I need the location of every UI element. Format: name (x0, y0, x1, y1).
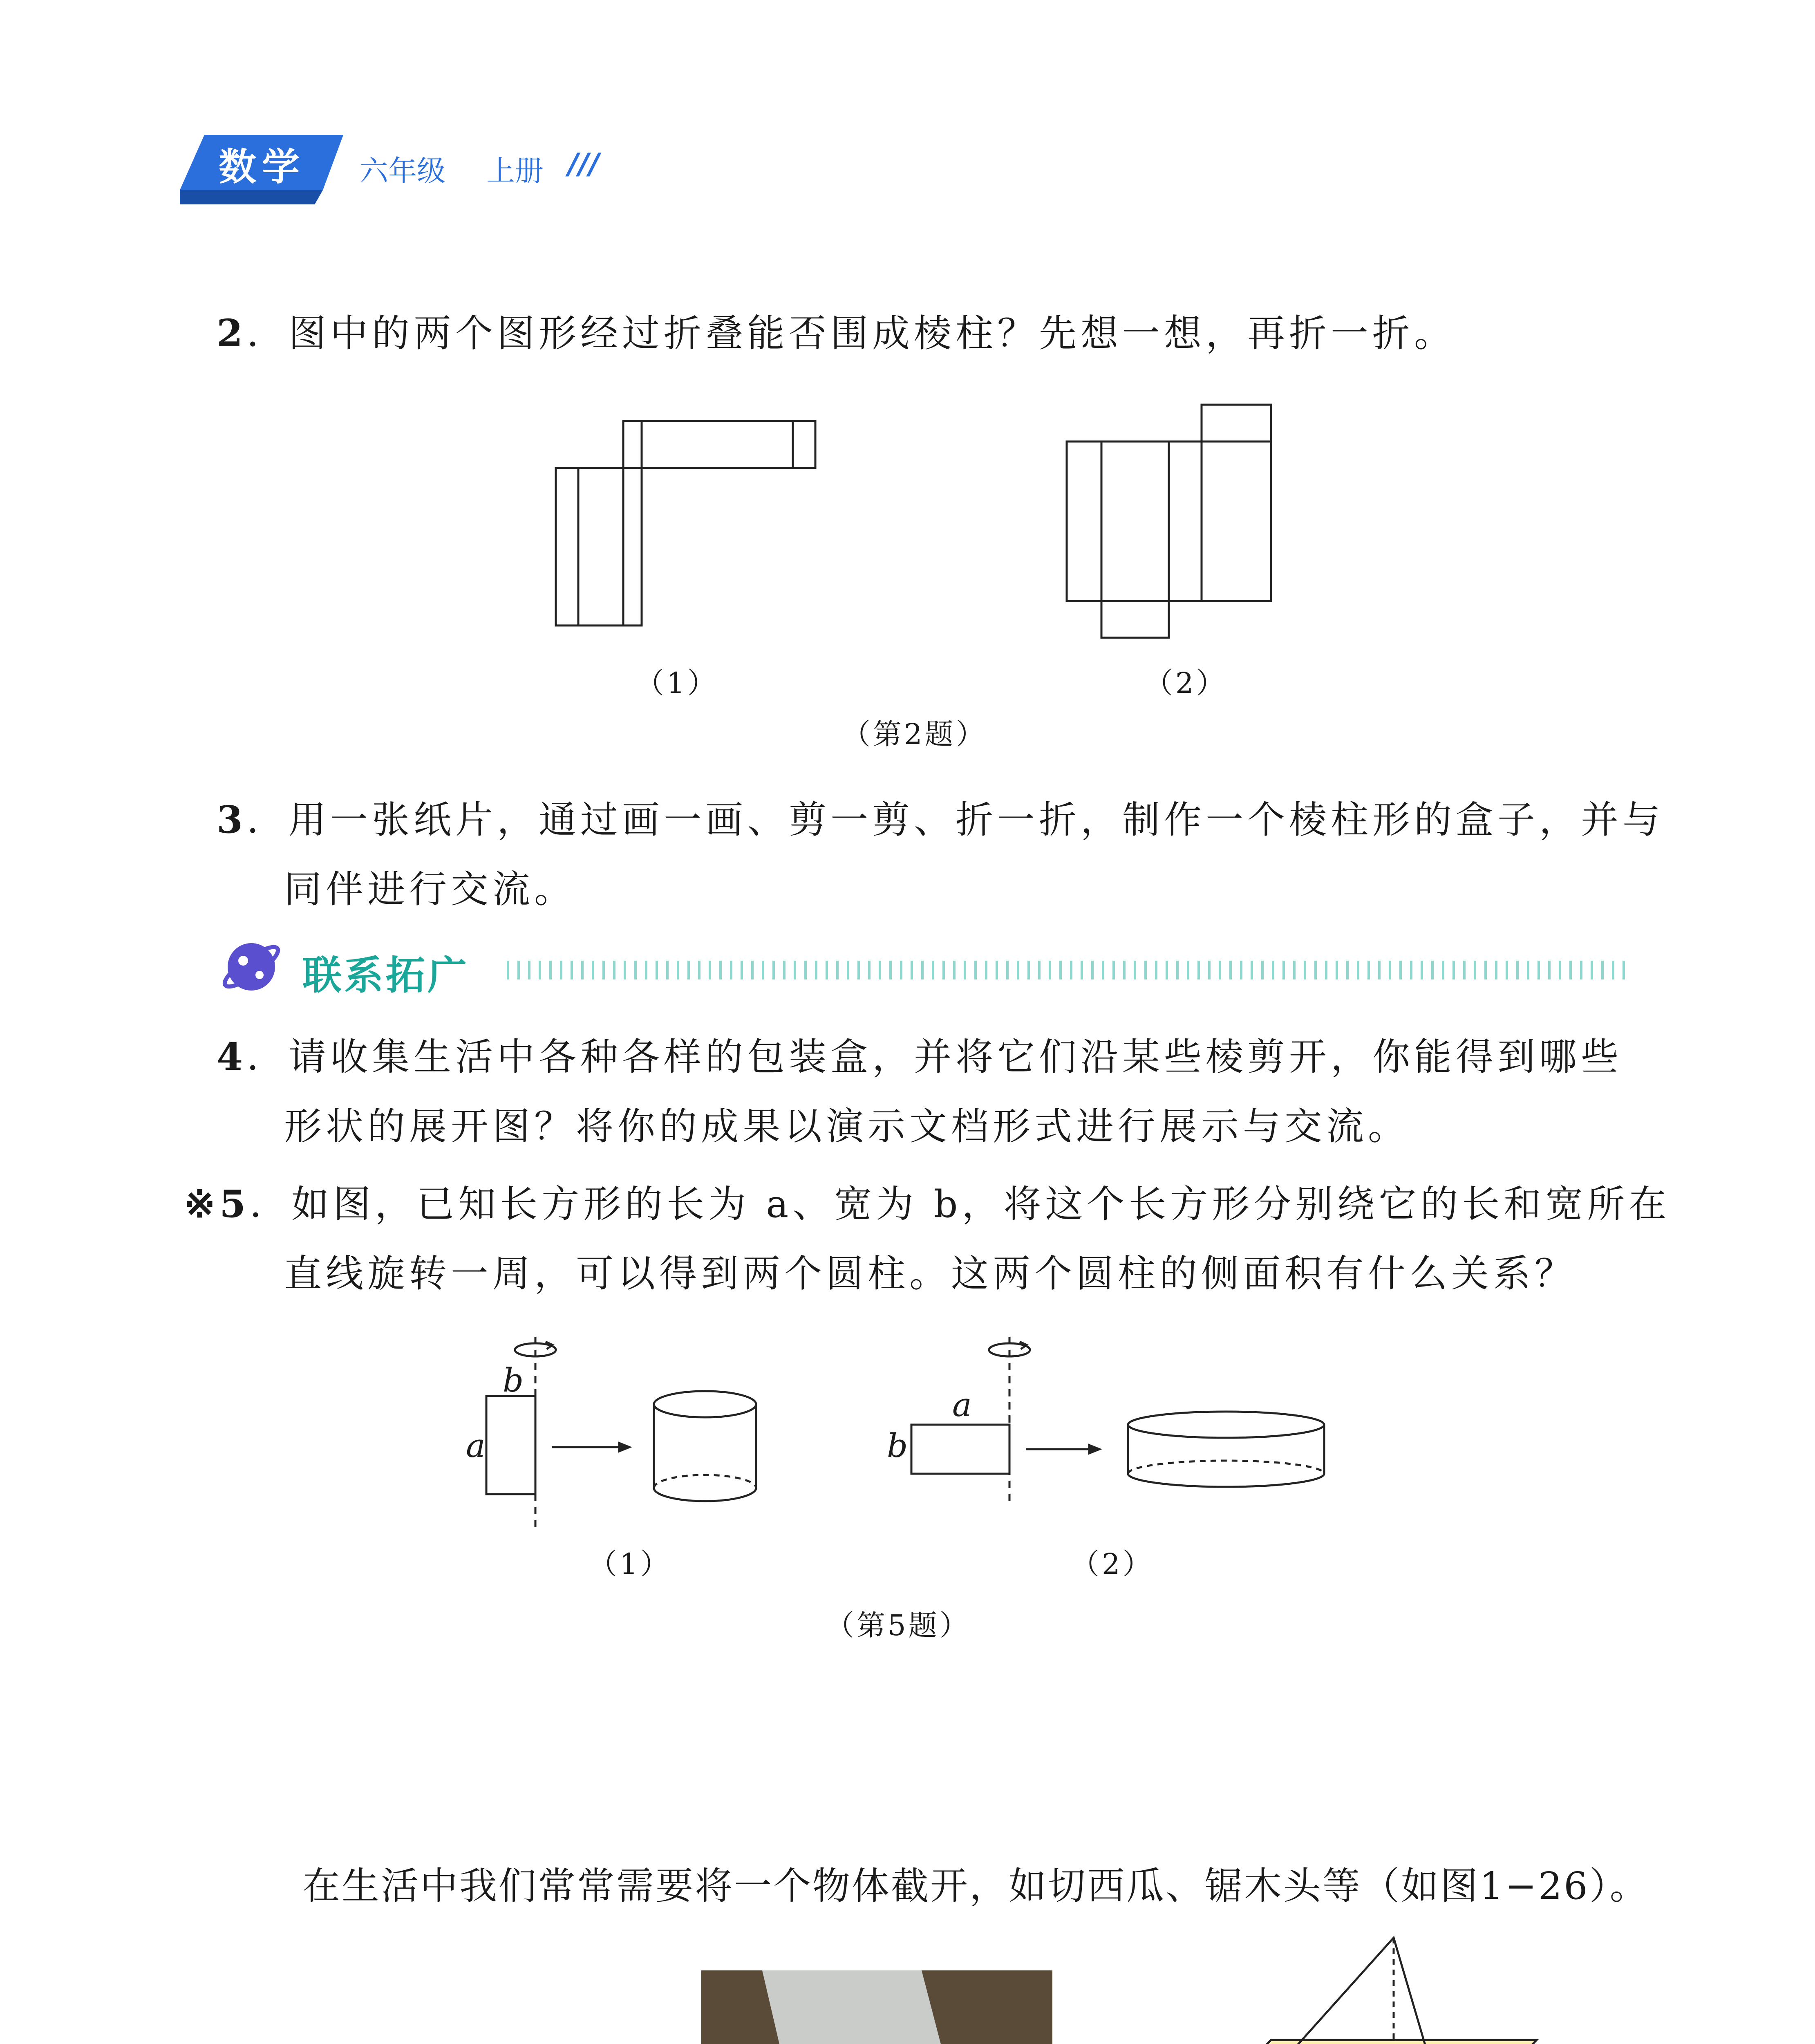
q2-fig1-label: （1） (636, 666, 718, 700)
q5-fig1-label-a: a (466, 1427, 486, 1465)
section-paragraph-1: 在生活中我们常常需要将一个物体截开，如切西瓜、锯木头等（如图1−26）。 (302, 1864, 1649, 1908)
section-divider (507, 961, 1627, 979)
q2-fig2-label: （2） (1144, 666, 1227, 700)
q2-caption: （第2题） (842, 717, 987, 751)
header-slashes: /// (568, 147, 600, 181)
header-grade: 六年级 (360, 154, 445, 188)
q3-line2: 同伴进行交流。 (284, 867, 576, 911)
q5-fig1-label-b: b (503, 1361, 524, 1399)
q3-line1: ．用一张纸片，通过画一画、剪一剪、折一折，制作一个棱柱形的盒子，并与 (247, 798, 1665, 842)
section-header (221, 936, 1627, 1006)
q3-text (217, 785, 1664, 924)
q2-net-2 (1067, 405, 1279, 638)
header (180, 135, 670, 204)
wood-log-image (701, 1970, 1052, 2044)
q4-number: 4 (217, 1035, 247, 1079)
q5-text (184, 1169, 1670, 1309)
q3-number: 3 (217, 798, 247, 842)
q5-caption: （第5题） (826, 1609, 971, 1642)
header-volume: 上册 (486, 154, 544, 188)
planet-icon (221, 936, 282, 997)
q5-fig2-label-a: a (952, 1386, 972, 1424)
q4-text (217, 1022, 1623, 1161)
prism-section-diagram (1169, 1938, 1545, 2044)
q5-fig2-label-b: b (887, 1427, 908, 1465)
q2-line1: ．图中的两个图形经过折叠能否围成棱柱？先想一想，再折一折。 (247, 312, 1456, 355)
watermelon-image (298, 2040, 691, 2044)
header-subject: 数学 (219, 145, 306, 189)
q2-text (217, 298, 1456, 368)
q5-number: ※5 (184, 1182, 250, 1226)
q5-line1: ．如图，已知长方形的长为 a、宽为 b，将这个长方形分别绕它的长和宽所在 (250, 1182, 1671, 1226)
q2-net-1 (556, 421, 821, 625)
q5-figure-2 (879, 1333, 1336, 1508)
section-title: 联系拓广 (302, 953, 469, 998)
q2-number: 2 (217, 311, 247, 355)
q5-fig2-label: （2） (1071, 1547, 1154, 1581)
q5-line2: 直线旋转一周，可以得到两个圆柱。这两个圆柱的侧面积有什么关系？ (284, 1252, 1577, 1295)
q4-line2: 形状的展开图？将你的成果以演示文档形式进行展示与交流。 (284, 1105, 1410, 1148)
q4-line1: ．请收集生活中各种各样的包装盒，并将它们沿某些棱剪开，你能得到哪些 (247, 1035, 1623, 1079)
q5-fig1-label: （1） (589, 1547, 671, 1581)
